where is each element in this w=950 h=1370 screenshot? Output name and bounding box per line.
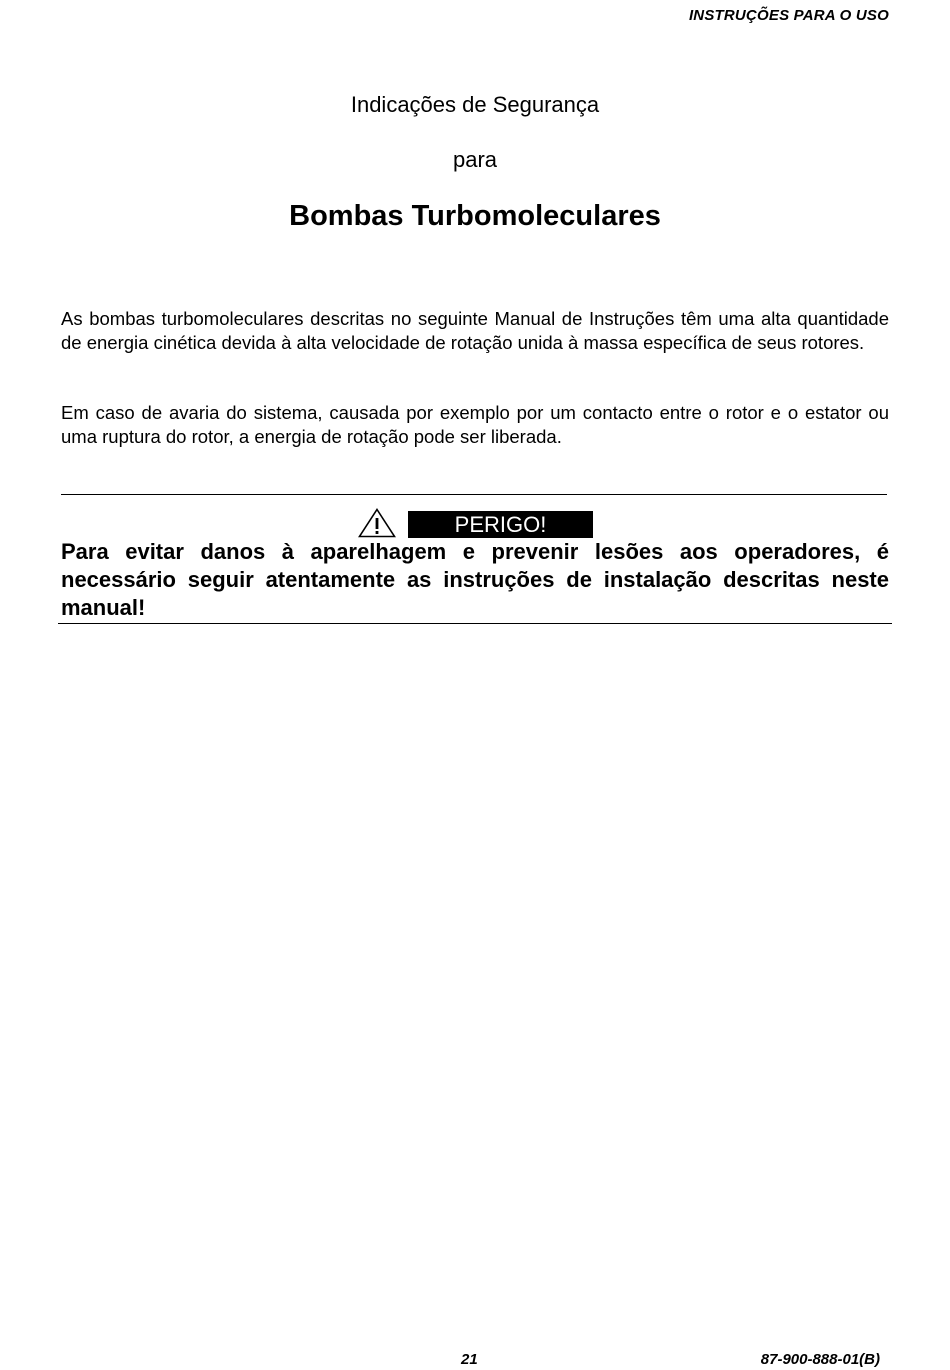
danger-warning-text: Para evitar danos à aparelhagem e prevenir lesões aos operadores, é necessário seguir atentamente as instruções de instalação descritas neste manual!: [61, 539, 889, 620]
warning-top-divider: [61, 494, 887, 495]
warning-bottom-divider: [58, 623, 892, 624]
title-line-1: Indicações de Segurança: [350, 92, 600, 117]
danger-badge: PERIGO!: [408, 511, 593, 538]
page-number: 21: [461, 1351, 478, 1368]
body-paragraph-2: Em caso de avaria do sistema, causada por exemplo por um contacto entre o rotor e o estator ou uma ruptura do rotor, a energia de rotação pode ser liberada.: [61, 402, 889, 447]
body-paragraph-1: As bombas turbomoleculares descritas no seguinte Manual de Instruções têm uma alta quantidade de energia cinética devida à alta velocidade de rotação unida à massa específica de seus rotores.: [61, 308, 889, 353]
document-code: 87-900-888-01(B): [760, 1351, 880, 1368]
warning-triangle-icon: [358, 508, 396, 538]
header-section-label: INSTRUÇÕES PARA O USO: [688, 7, 889, 24]
title-line-2: para: [452, 147, 498, 172]
page-title: Bombas Turbomoleculares: [289, 200, 661, 232]
